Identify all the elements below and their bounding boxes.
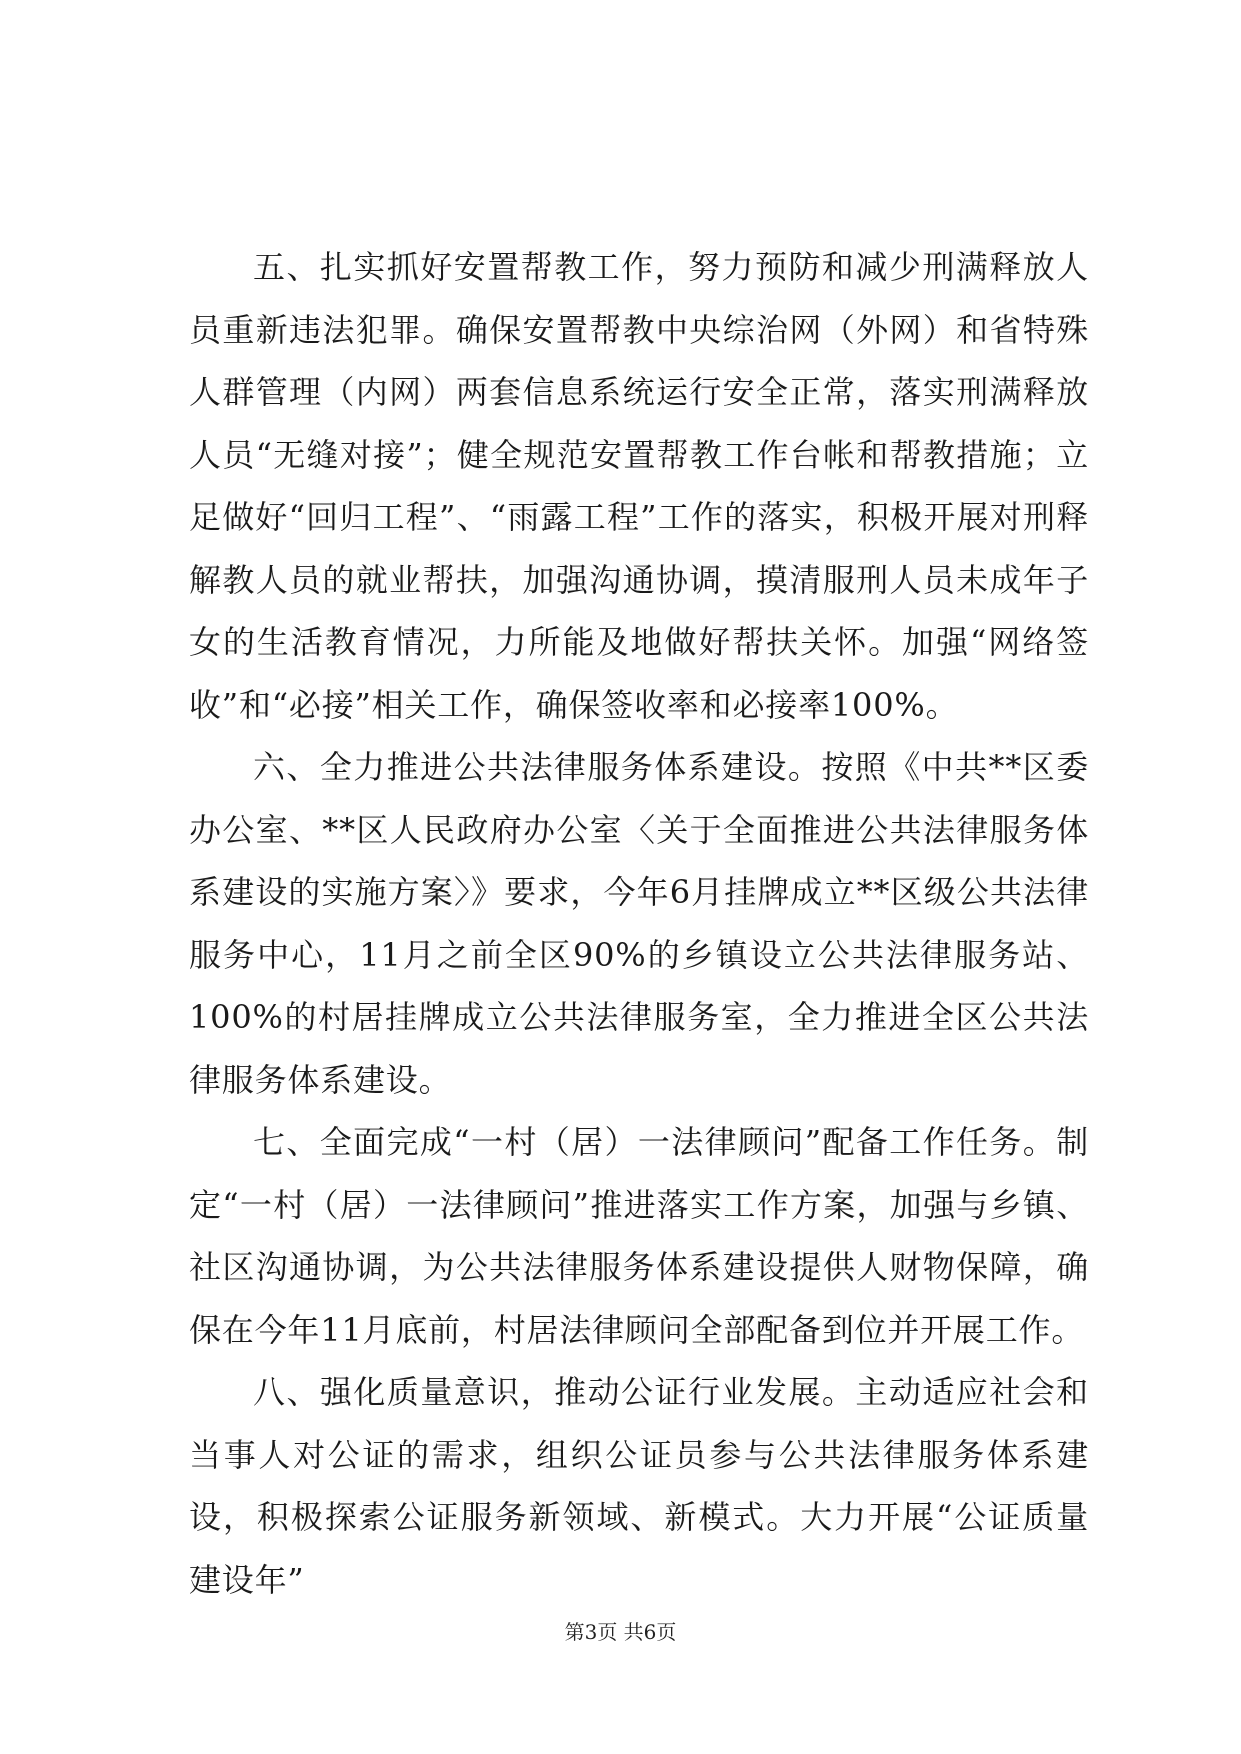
paragraph-6-public-legal-service: 六、全力推进公共法律服务体系建设。按照《中共**区委办公室、**区人民政府办公室〈关于全面推进公共法律服务体系建设的实施方案〉》要求，今年6月挂牌成立**区级公共法律服务中心，11月之前全区90%的乡镇设立公共法律服务站、100%的村居挂牌成立公共法律服务室，全力推进全区公共法律服务体系建设。 xyxy=(189,748,1089,1099)
paragraph-5-resettlement: 五、扎实抓好安置帮教工作，努力预防和减少刑满释放人员重新违法犯罪。确保安置帮教中央综治网（外网）和省特殊人群管理（内网）两套信息系统运行安全正常，落实刑满释放人员“无缝对接”；健全规范安置帮教工作台帐和帮教措施；立足做好“回归工程”、“雨露工程”工作的落实，积极开展对刑释解教人员的就业帮扶，加强沟通协调，摸清服刑人员未成年子女的生活教育情况，力所能及地做好帮扶关怀。加强“网络签收”和“必接”相关工作，确保签收率和必接率100%。 xyxy=(189,248,1089,724)
page-number-footer: 第3页 共6页 xyxy=(564,1620,677,1644)
paragraph-8-notary-quality: 八、强化质量意识，推动公证行业发展。主动适应社会和当事人对公证的需求，组织公证员参与公共法律服务体系建设，积极探索公证服务新领域、新模式。大力开展“公证质量建设年” xyxy=(189,1373,1089,1599)
document-body xyxy=(189,236,1089,1611)
paragraph-7-legal-advisor: 七、全面完成“一村（居）一法律顾问”配备工作任务。制定“一村（居）一法律顾问”推进落实工作方案，加强与乡镇、社区沟通协调，为公共法律服务体系建设提供人财物保障，确保在今年11月底前，村居法律顾问全部配备到位并开展工作。 xyxy=(189,1123,1089,1349)
